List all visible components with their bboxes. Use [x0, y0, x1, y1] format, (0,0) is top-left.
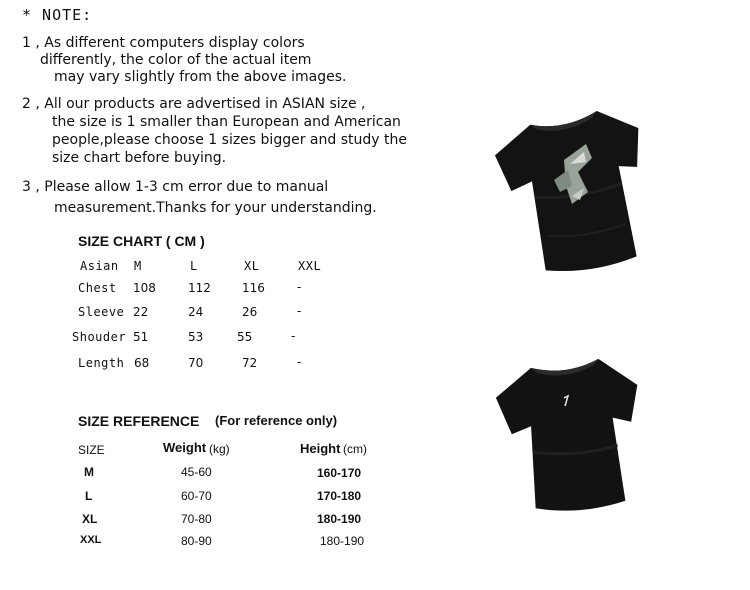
size-chart-cell: 26 — [242, 305, 258, 319]
note-2-line-2: the size is 1 smaller than European and American — [52, 114, 401, 130]
note-1-line-3: may vary slightly from the above images. — [54, 69, 347, 85]
size-chart-cell: 24 — [188, 305, 204, 319]
size-chart-cell: 112 — [188, 281, 211, 295]
size-ref-height: 160-170 — [317, 466, 362, 480]
size-ref-size: XL — [82, 512, 98, 526]
size-ref-weight: 60-70 — [181, 489, 212, 503]
size-chart-cell: 70 — [188, 356, 204, 370]
size-chart-cell: - — [297, 280, 302, 294]
note-2-line-1: 2 , All our products are advertised in ASIAN size , — [22, 96, 366, 112]
size-chart-header-xxl: XXL — [298, 259, 322, 273]
size-ref-header-weight-unit: (kg) — [209, 442, 230, 456]
size-chart-row-label: Shouder — [72, 330, 127, 344]
size-chart-cell: 68 — [134, 356, 150, 370]
size-chart-title: SIZE CHART ( CM ) — [78, 233, 205, 249]
size-chart-cell: 55 — [237, 330, 253, 344]
note-3-line-1: 3 , Please allow 1-3 cm error due to manual — [22, 179, 329, 195]
note-2-line-4: size chart before buying. — [52, 150, 227, 166]
size-ref-height: 170-180 — [317, 489, 362, 503]
size-ref-weight: 45-60 — [181, 465, 212, 479]
size-chart-cell: - — [297, 355, 302, 369]
size-chart-cell: 22 — [133, 305, 149, 319]
size-ref-header-height: Height — [300, 441, 341, 456]
size-chart-header-asian: Asian — [80, 259, 119, 273]
size-reference-title: SIZE REFERENCE — [78, 413, 200, 429]
note-1-line-1: 1 , As different computers display colors — [22, 35, 305, 51]
size-reference-note: (For reference only) — [215, 413, 338, 428]
size-ref-height: 180-190 — [317, 512, 362, 526]
size-ref-weight: 70-80 — [181, 512, 212, 526]
size-chart-row-label: Length — [78, 356, 125, 370]
size-ref-size: XXL — [80, 534, 102, 546]
size-chart-cell: 72 — [242, 356, 258, 370]
size-chart-cell: 116 — [242, 281, 265, 295]
note-1-line-2: differently, the color of the actual item — [40, 52, 312, 68]
size-ref-size: M — [84, 465, 94, 479]
size-chart-header-m: M — [134, 259, 142, 273]
size-chart-row-label: Chest — [78, 281, 117, 295]
note-2-line-3: people,please choose 1 sizes bigger and study the — [52, 132, 407, 148]
size-chart-cell: 51 — [133, 330, 149, 344]
size-chart-cell: - — [297, 304, 302, 318]
size-chart-header-l: L — [190, 259, 198, 273]
note-title: * NOTE: — [22, 6, 93, 24]
size-ref-height: 180-190 — [320, 534, 365, 548]
size-ref-header-height-unit: (cm) — [343, 442, 367, 456]
tshirt-back-image — [492, 100, 658, 278]
size-ref-header-size: SIZE — [78, 443, 105, 457]
size-ref-weight: 80-90 — [181, 534, 212, 548]
size-ref-header-weight: Weight — [163, 440, 207, 455]
note-3-line-2: measurement.Thanks for your understanding. — [54, 200, 377, 216]
size-chart-header-xl: XL — [244, 259, 260, 273]
tshirt-front-image — [492, 348, 652, 518]
size-ref-size: L — [85, 489, 93, 503]
size-chart-cell: 53 — [188, 330, 204, 344]
size-chart-cell: 108 — [133, 281, 156, 295]
size-chart-cell: - — [291, 329, 296, 343]
size-chart-row-label: Sleeve — [78, 305, 125, 319]
